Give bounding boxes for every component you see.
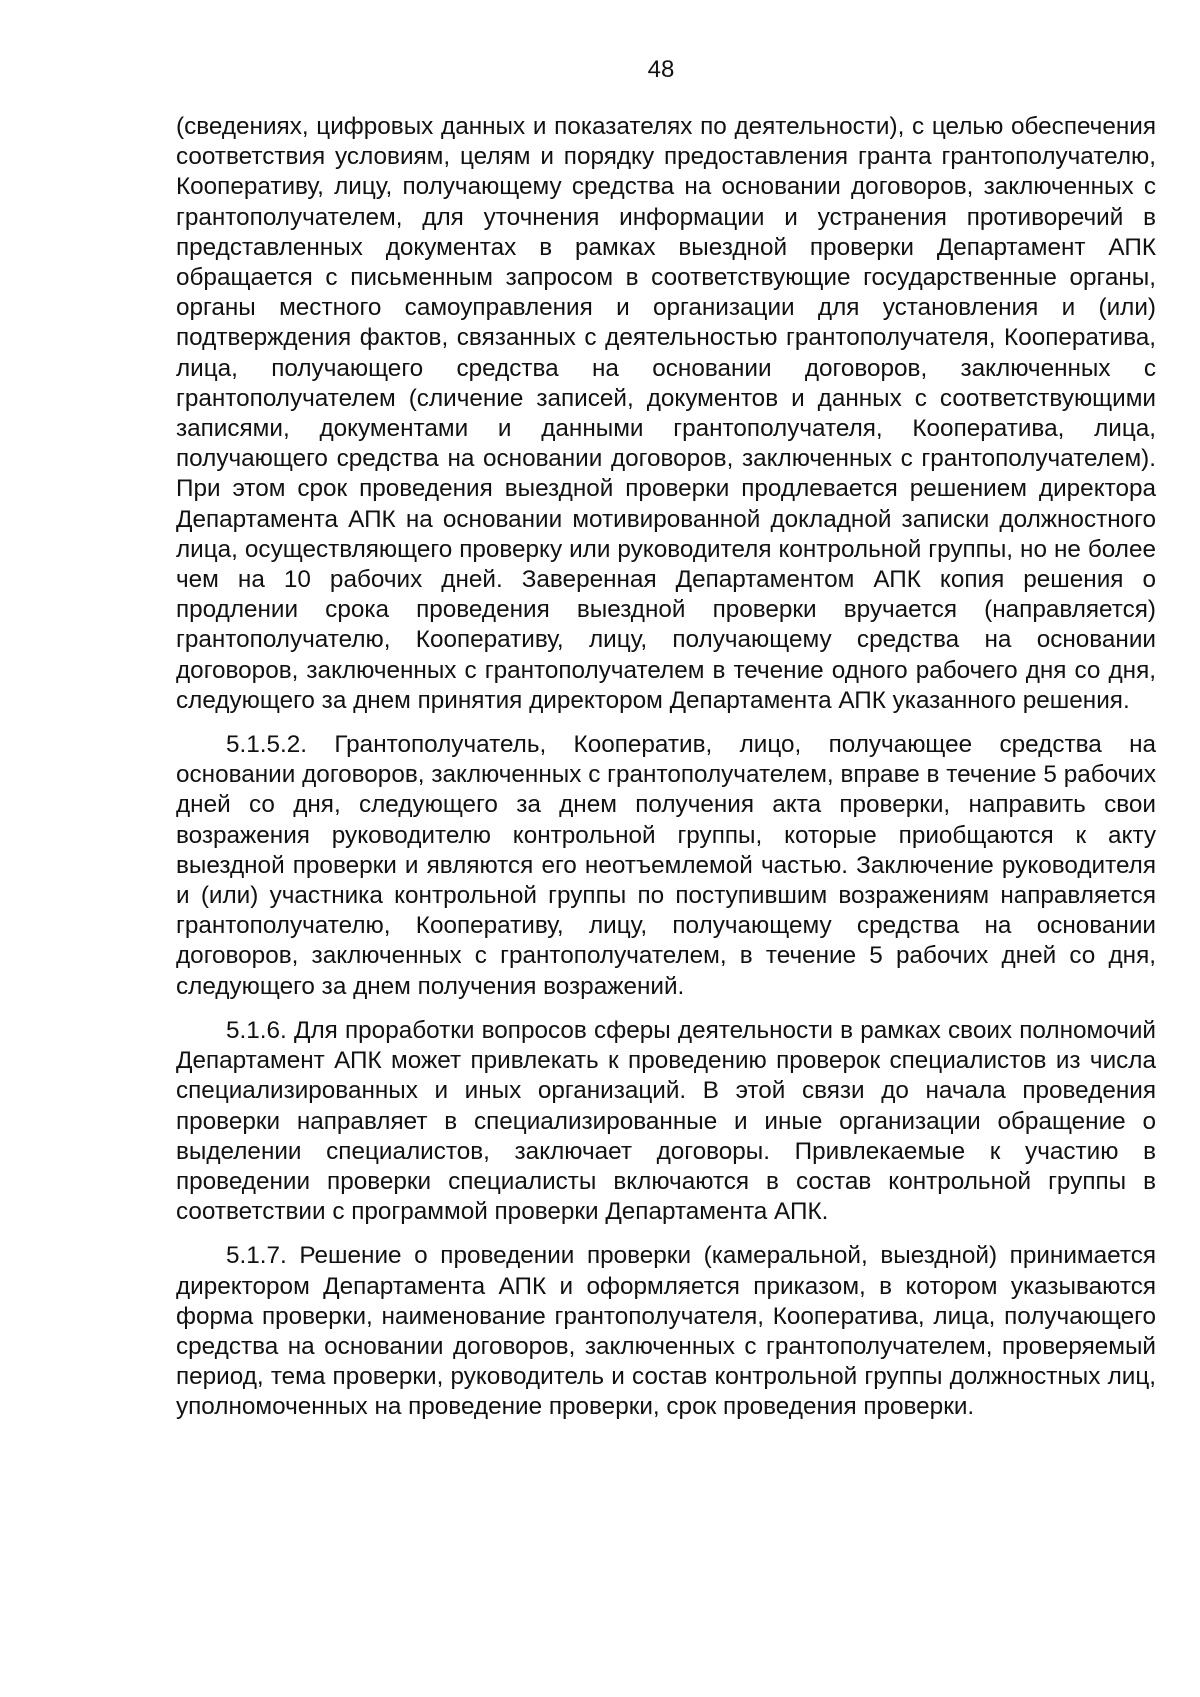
paragraph-5-1-5-2: 5.1.5.2. Грантополучатель, Кооператив, лицо, получающее средства на основании договоров, заключенных с грантополучателем, вправе в течение 5 рабочих дней со дня, следующего за днем получения акта проверки, направить свои возражения руководителю контрольной группы, которые приобщаются к акту выездной проверки и являются его неотъемлемой частью. Заключение руководителя и (или) участника контрольной группы по поступившим возражениям направляется грантополучателю, Кооперативу, лицу, получающему средства на основании договоров, заключенных с грантополучателем, в течение 5 рабочих дней со дня, следующего за днем получения возражений. (176, 731, 1156, 1000)
paragraph-continuation: (сведениях, цифровых данных и показателях по деятельности), с целью обеспечения соответствия условиям, целям и порядку предоставления гранта грантополучателю, Кооперативу, лицу, получающему средства на основании договоров, заключенных с грантополучателем, для уточнения информации и устранения противоречий в представленных документах в рамках выездной проверки Департамент АПК обращается с письменным запросом в соответствующие государственные органы, органы местного самоуправления и организации для установления и (или) подтверждения фактов, связанных с деятельностью грантополучателя, Кооператива, лица, получающего средства на основании договоров, заключенных с грантополучателем (сличение записей, документов и данных с соответствующими записями, документами и данными грантополучателя, Кооператива, лица, получающего средства на основании договоров, заключенных с грантополучателем). При этом срок проведения выездной проверки продлевается решением директора Департамента АПК на основании мотивированной докладной записки должностного лица, осуществляющего проверку или руководителя контрольной группы, но не более чем на 10 рабочих дней. Заверенная Департаментом АПК копия решения о продлении срока проведения выездной проверки вручается (направляется) грантополучателю, Кооперативу, лицу, получающему средства на основании договоров, заключенных с грантополучателем в течение одного рабочего дня со дня, следующего за днем принятия директором Департамента АПК указанного решения. (176, 113, 1156, 714)
document-body (176, 112, 1156, 1437)
paragraph-5-1-7: 5.1.7. Решение о проведении проверки (камеральной, выездной) принимается директором Департамента АПК и оформляется приказом, в котором указываются форма проверки, наименование грантополучателя, Кооператива, лица, получающего средства на основании договоров, заключенных с грантополучателем, проверяемый период, тема проверки, руководитель и состав контрольной группы должностных лиц, уполномоченных на проведение проверки, срок проведения проверки. (176, 1242, 1156, 1421)
page-number: 48 (647, 56, 675, 83)
paragraph-5-1-6: 5.1.6. Для проработки вопросов сферы деятельности в рамках своих полномочий Департамент АПК может привлекать к проведению проверок специалистов из числа специализированных и иных организаций. В этой связи до начала проведения проверки направляет в специализированные и иные организации обращение о выделении специалистов, заключает договоры. Привлекаемые к участию в проведении проверки специалисты включаются в состав контрольной группы в соответствии с программой проверки Департамента АПК. (176, 1016, 1156, 1226)
